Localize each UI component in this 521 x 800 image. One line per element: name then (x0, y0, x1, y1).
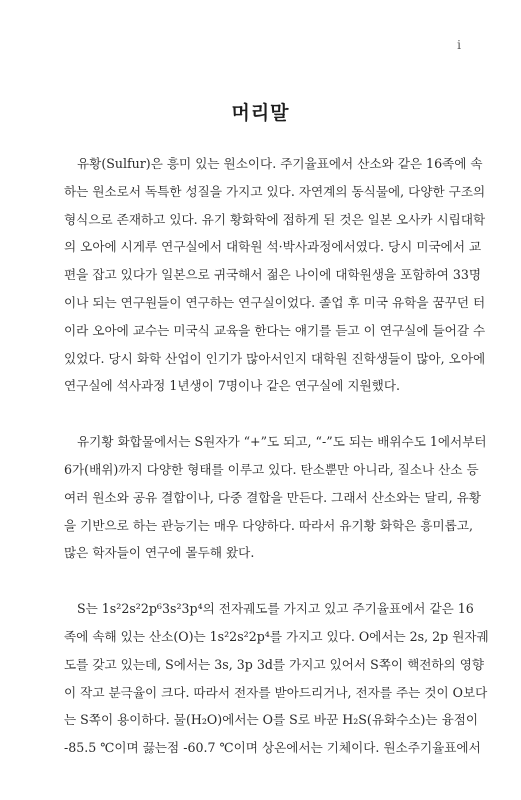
text-line: -85.5 ℃이며 끓는점 -60.7 ℃이며 상온에서는 기체이다. 원소주기율표에서 (64, 740, 481, 756)
text-line: 편을 잡고 있다가 일본으로 귀국해서 젊은 나이에 대학원생을 포함하여 33명 (64, 267, 482, 283)
text-line: 의 오아에 시게루 연구실에서 대학원 석·박사과정에서였다. 당시 미국에서 교 (64, 239, 482, 255)
text-line: 족에 속해 있는 산소(O)는 1s²2s²2p⁴를 가지고 있다. O에서는 2s, 2p 원자궤 (64, 628, 489, 644)
paragraph (64, 595, 489, 762)
text-line: 이 작고 분극율이 크다. 따라서 전자를 받아드리거나, 전자를 주는 것이 O보다 (64, 684, 488, 700)
text-line: 유황(Sulfur)은 흥미 있는 원소이다. 주기율표에서 산소와 같은 16족에 속 (77, 156, 483, 171)
text-line: S는 1s²2s²2p⁶3s²3p⁴의 전자궤도를 가지고 있고 주기율표에서 같은 16 (77, 601, 474, 617)
text-line: 유기황 화합물에서는 S원자가 “+”도 되고, “-”도 되는 배위수도 1에서부터 (77, 434, 487, 450)
text-line: 이라 오아에 교수는 미국식 교육을 한다는 얘기를 듣고 이 연구실에 들어갈 수 (64, 322, 486, 338)
paragraph (64, 428, 487, 567)
text-line: 많은 학자들이 연구에 몰두해 왔다. (64, 545, 255, 561)
text-line: 도를 갖고 있는데, S에서는 3s, 3p 3d를 가지고 있어서 S쪽이 핵전하의 영향 (64, 656, 485, 672)
text-line: 6가(배위)까지 다양한 형태를 이루고 있다. 탄소뿐만 아니라, 질소나 산소 등 (64, 461, 479, 477)
text-line: 연구실에 석사과정 1년생이 7명이나 같은 연구실에 지원했다. (64, 378, 401, 394)
paragraph (64, 150, 486, 400)
text-line: 있었다. 당시 화학 산업이 인기가 많아서인지 대학원 진학생들이 많아, 오아에 (64, 350, 486, 366)
text-line: 하는 원소로서 독특한 성질을 가지고 있다. 자연계의 동식물에, 다양한 구조의 (64, 183, 486, 199)
text-line: 이나 되는 연구원들이 연구하는 연구실이었다. 졸업 후 미국 유학을 꿈꾸던 터 (64, 294, 486, 310)
text-line: 을 기반으로 하는 관능기는 매우 다양하다. 따라서 유기황 화학은 흥미롭고, (64, 517, 474, 533)
body-text (64, 150, 489, 790)
page-title: 머리말 (231, 102, 290, 124)
text-line: 는 S쪽이 용이하다. 물(H₂O)에서는 O를 S로 바꾼 H₂S(유화수소)는 융점이 (64, 712, 479, 728)
text-line: 형식으로 존재하고 있다. 유기 황화학에 접하게 된 것은 일본 오사카 시립대학 (64, 211, 486, 227)
text-line: 여러 원소와 공유 결합이나, 다중 결합을 만든다. 그래서 산소와는 달리, 유황 (64, 489, 482, 505)
page-number: i (457, 38, 461, 52)
